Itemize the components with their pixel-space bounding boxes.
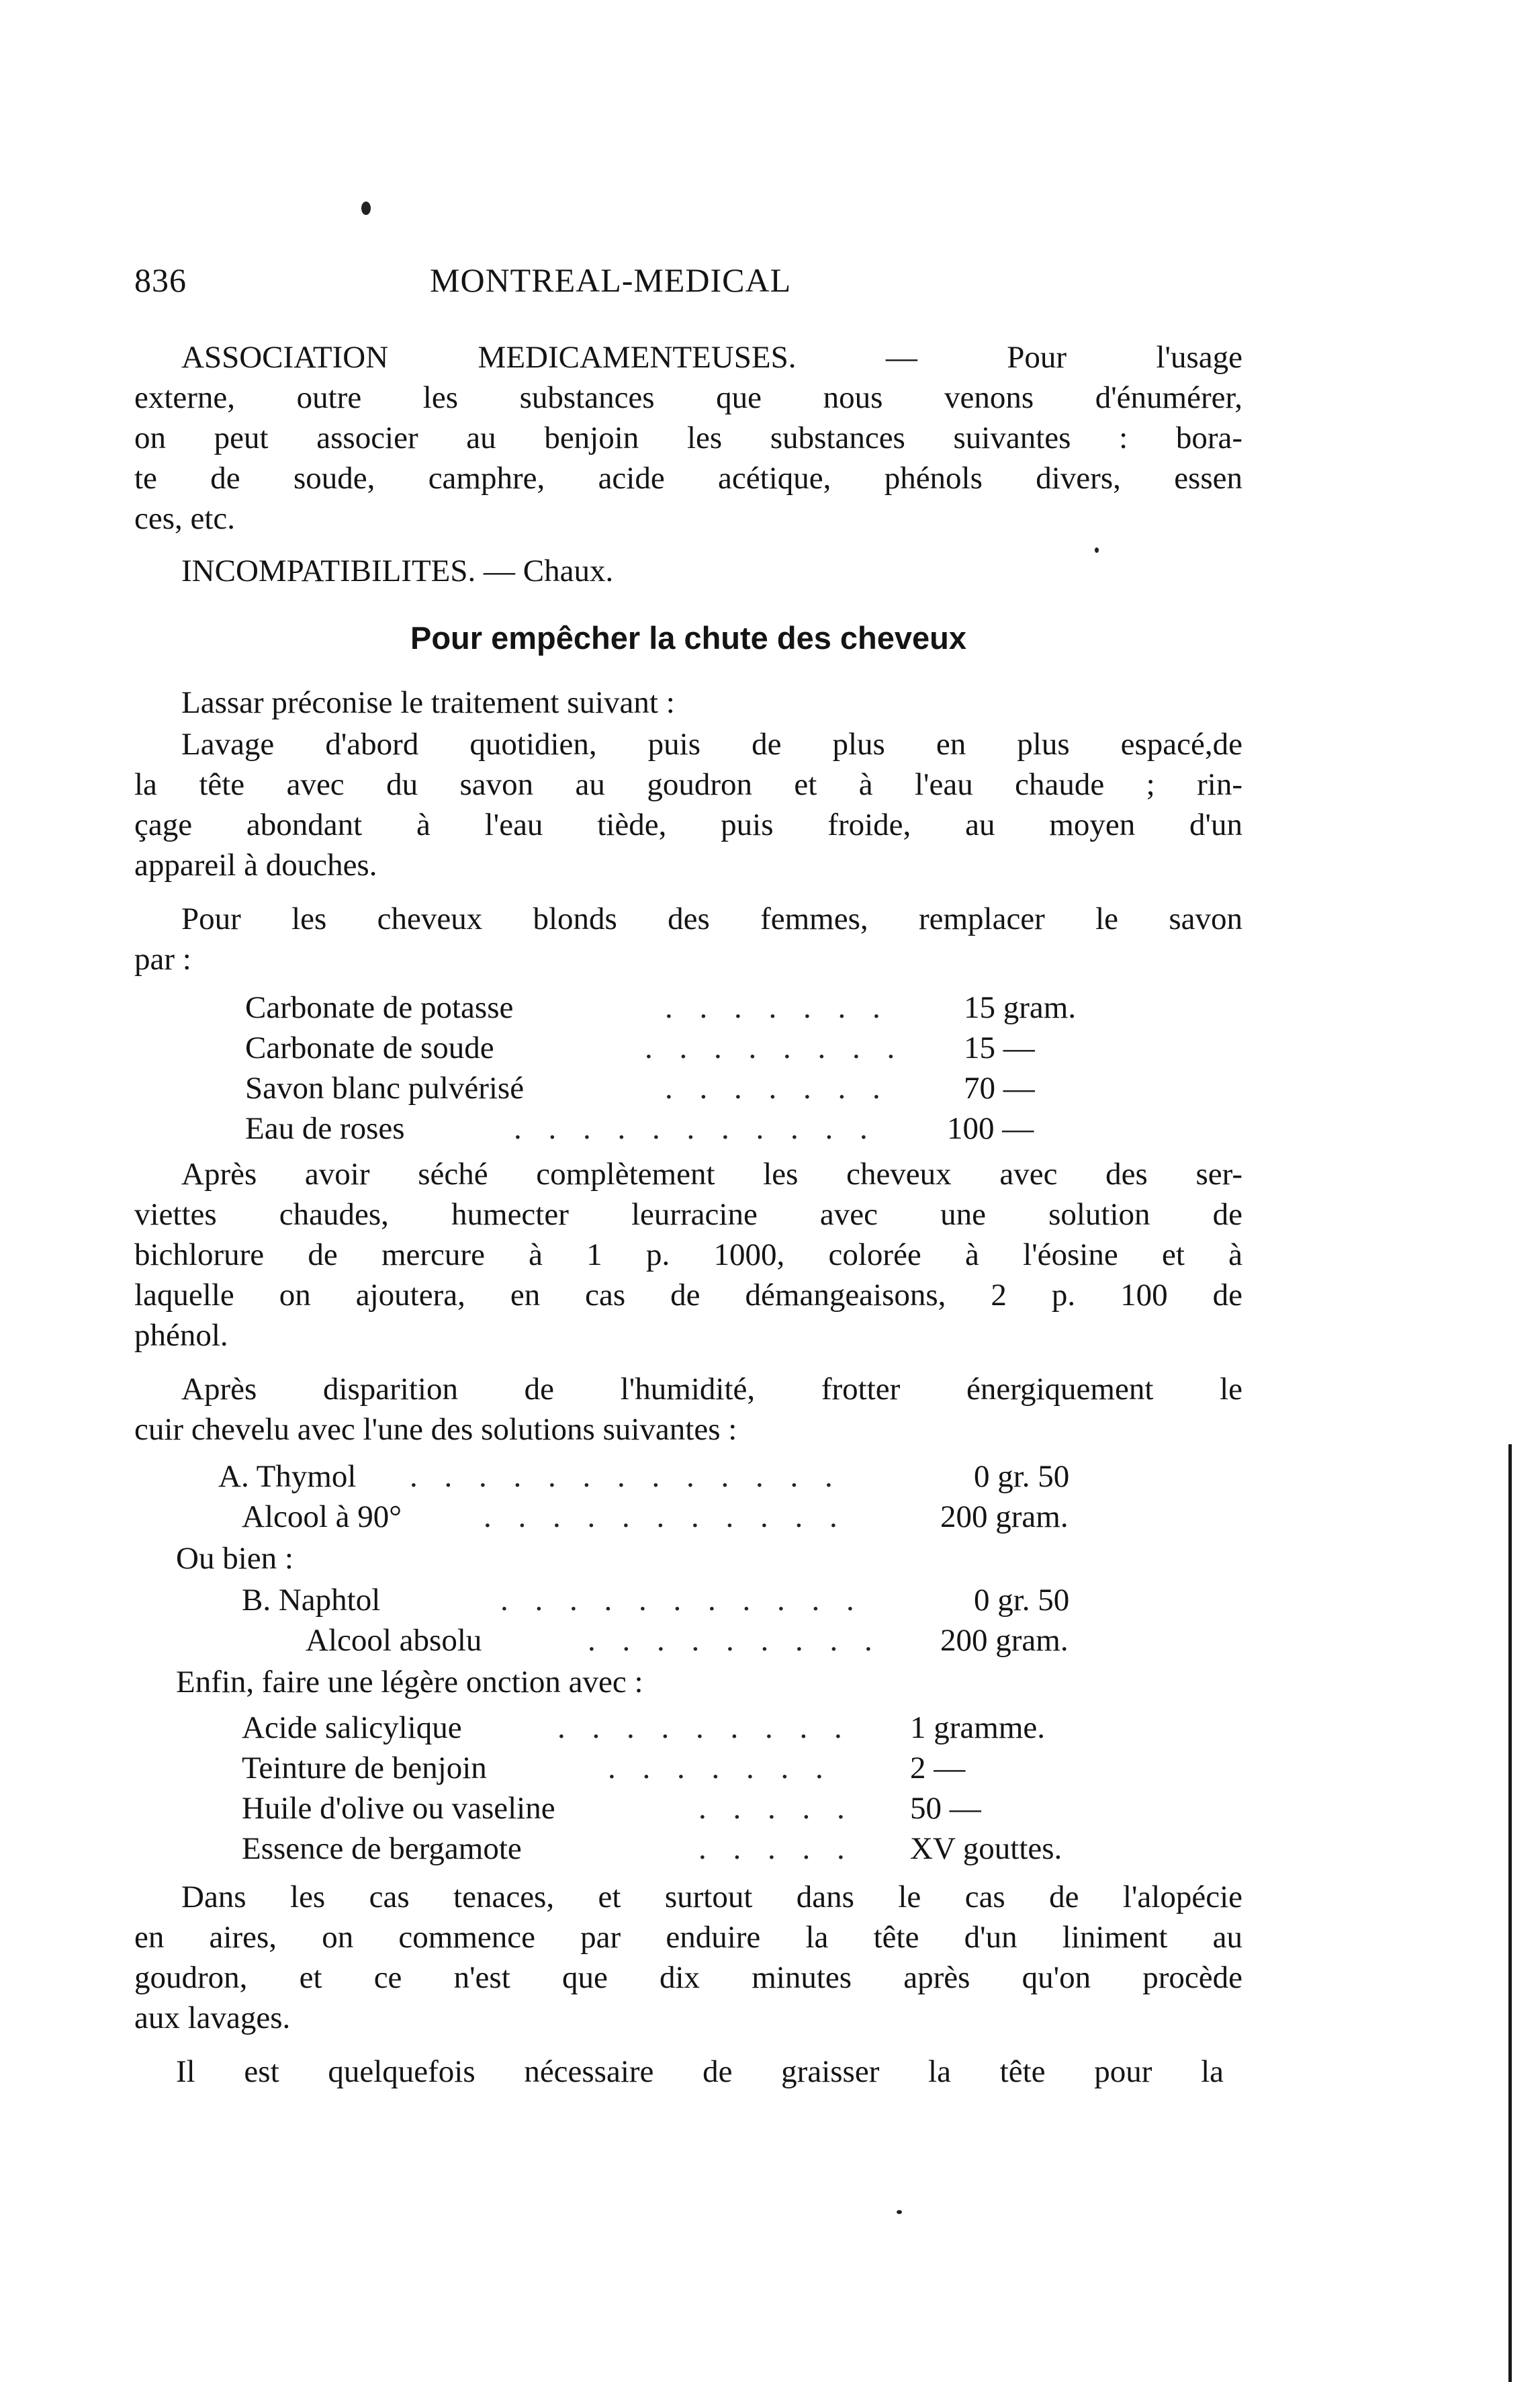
- section-title: Pour empêcher la chute des cheveux: [410, 620, 967, 656]
- paragraph-line: te de soude, camphre, acide acétique, phénols divers, essen: [134, 461, 1242, 496]
- paragraph-line: Enfin, faire une légère onction avec :: [176, 1665, 643, 1700]
- paragraph-line: par :: [134, 942, 191, 977]
- paragraph-line: Après avoir séché complètement les cheveux avec des ser-: [181, 1157, 1242, 1192]
- ingredient-quantity: 0 gr. 50: [974, 1459, 1070, 1494]
- paragraph-line: çage abondant à l'eau tiède, puis froide, au moyen d'un: [134, 807, 1242, 842]
- incompatibilities-line: INCOMPATIBILITES. — Chaux.: [181, 554, 614, 588]
- ingredient-name: Alcool absolu: [306, 1623, 482, 1658]
- ingredient-quantity: 0 gr. 50: [974, 1583, 1070, 1618]
- leader-dots: . . . . .: [698, 1791, 854, 1826]
- paragraph-line: Il est quelquefois nécessaire de graisser la tête pour la: [176, 2054, 1224, 2089]
- ingredient-quantity: 2 —: [910, 1751, 966, 1785]
- paragraph-line: on peut associer au benjoin les substances suivantes : bora-: [134, 421, 1242, 455]
- paragraph-line: ASSOCIATION MEDICAMENTEUSES. — Pour l'usage: [181, 340, 1242, 375]
- paragraph-line: ces, etc.: [134, 501, 236, 536]
- running-title: MONTREAL-MEDICAL: [430, 261, 792, 299]
- ingredient-quantity: 70 —: [964, 1071, 1035, 1106]
- ingredient-quantity: 15 gram.: [964, 990, 1077, 1025]
- leader-dots: . . . . . . . . . . .: [500, 1583, 864, 1618]
- ingredient-name: Essence de bergamote: [242, 1831, 522, 1866]
- ou-bien-line: Ou bien :: [176, 1541, 293, 1576]
- paragraph-line: bichlorure de mercure à 1 p. 1000, colorée à l'éosine et à: [134, 1237, 1242, 1272]
- page-edge-rule: [1508, 1444, 1512, 2382]
- ingredient-name: Savon blanc pulvérisé: [245, 1071, 525, 1106]
- paragraph-line: viettes chaudes, humecter leurracine avec une solution de: [134, 1197, 1242, 1232]
- ink-speck: [361, 202, 371, 215]
- ingredient-name: Huile d'olive ou vaseline: [242, 1791, 555, 1826]
- paragraph-line: aux lavages.: [134, 2000, 291, 2035]
- ingredient-quantity: 200 gram.: [940, 1499, 1069, 1534]
- paragraph-line: Pour les cheveux blonds des femmes, remplacer le savon: [181, 901, 1242, 936]
- ingredient-quantity: 200 gram.: [940, 1623, 1069, 1658]
- leader-dots: . . . . . . . . . . .: [514, 1111, 877, 1146]
- ingredient-name: Alcool à 90°: [242, 1499, 402, 1534]
- paragraph-line: cuir chevelu avec l'une des solutions suivantes :: [134, 1412, 737, 1447]
- paragraph-line: Lassar préconise le traitement suivant :: [181, 685, 675, 720]
- paragraph-line: Après disparition de l'humidité, frotter énergiquement le: [181, 1372, 1242, 1407]
- ingredient-quantity: 1 gramme.: [910, 1710, 1045, 1745]
- paragraph-line: goudron, et ce n'est que dix minutes après qu'on procède: [134, 1960, 1242, 1995]
- paragraph-line: phénol.: [134, 1318, 228, 1353]
- leader-dots: . . . . . . .: [665, 990, 890, 1025]
- leader-dots: . . . . . . . . .: [588, 1623, 882, 1658]
- ingredient-name: B. Naphtol: [242, 1583, 381, 1618]
- paragraph-line: Lavage d'abord quotidien, puis de plus en plus espacé,de: [181, 727, 1242, 762]
- leader-dots: . . . . . . . . . . .: [484, 1499, 847, 1534]
- ingredient-quantity: 15 —: [964, 1030, 1035, 1065]
- ingredient-quantity: 100 —: [947, 1111, 1034, 1146]
- ingredient-quantity: 50 —: [910, 1791, 981, 1826]
- ingredient-name: Acide salicylique: [242, 1710, 462, 1745]
- leader-dots: . . . . . . . .: [645, 1030, 905, 1065]
- ingredient-quantity: XV gouttes.: [910, 1831, 1062, 1866]
- paragraph-line: externe, outre les substances que nous venons d'énumérer,: [134, 380, 1242, 415]
- ingredient-name: Carbonate de potasse: [245, 990, 514, 1025]
- leader-dots: . . . . . . .: [665, 1071, 890, 1106]
- paragraph-line: la tête avec du savon au goudron et à l'eau chaude ; rin-: [134, 767, 1242, 802]
- leader-dots: . . . . .: [698, 1831, 854, 1866]
- ingredient-name: Teinture de benjoin: [242, 1751, 487, 1785]
- leader-dots: . . . . . . . . .: [557, 1710, 852, 1745]
- ingredient-name: Carbonate de soude: [245, 1030, 494, 1065]
- ingredient-name: A. Thymol: [218, 1459, 357, 1494]
- paragraph-line: laquelle on ajoutera, en cas de démangeaisons, 2 p. 100 de: [134, 1278, 1242, 1313]
- leader-dots: . . . . . . .: [608, 1751, 833, 1785]
- leader-dots: . . . . . . . . . . . . .: [410, 1459, 842, 1494]
- ink-speck: [897, 2210, 902, 2214]
- paragraph-line: en aires, on commence par enduire la tête d'un liniment au: [134, 1920, 1242, 1955]
- page-number: 836: [134, 261, 187, 299]
- paragraph-line: appareil à douches.: [134, 848, 377, 883]
- paragraph-line: Dans les cas tenaces, et surtout dans le cas de l'alopécie: [181, 1880, 1242, 1914]
- ingredient-name: Eau de roses: [245, 1111, 405, 1146]
